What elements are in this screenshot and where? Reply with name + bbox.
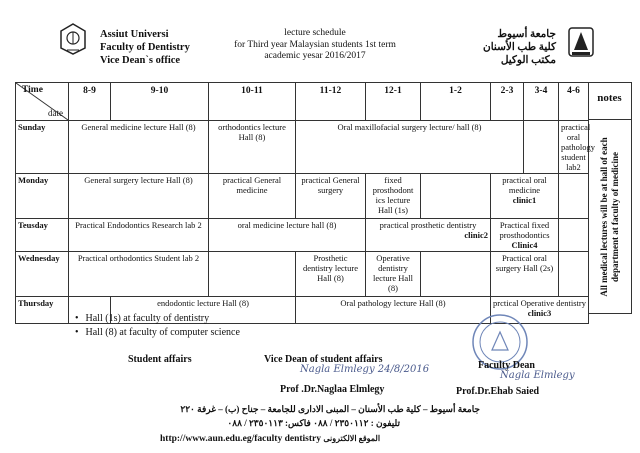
- faculty-logo-icon: [566, 24, 596, 60]
- schedule-cell: orthodontics lecture Hall (8): [209, 121, 296, 174]
- vice-dean-title: Vice Dean of student affairs: [264, 354, 383, 365]
- footer-phone: تليفون : ٢٣٥٠١١٢ / ٠٨٨ فاكس: ٢٣٥٠١١٣ / ٠٨٨: [227, 418, 400, 428]
- schedule-cell-empty: [559, 219, 589, 252]
- table-row-sunday: [16, 121, 589, 174]
- student-affairs-label: Student affairs: [128, 354, 192, 365]
- organization-name-ar: جامعة أسيوط كلية طب الأسنان مكتب الوكيل: [483, 29, 556, 66]
- website-label: الموقع الالكترونى: [323, 434, 381, 443]
- day-label: Wednesday: [16, 252, 69, 297]
- handwritten-signature-right: Nagla Elmlegy: [500, 370, 575, 381]
- table-row-monday: [16, 174, 589, 219]
- day-label: Teusday: [16, 219, 69, 252]
- schedule-cell: prctical Operative dentistry clinic3: [491, 297, 589, 324]
- hall-notes-list: [75, 312, 240, 340]
- notes-text: All medical lectures will be at hall of each department at faculty of medicine: [598, 136, 620, 297]
- schedule-cell: fixed prosthodont ics lecture Hall (1s): [366, 174, 421, 219]
- schedule-cell: Prosthetic dentistry lecture Hall (8): [296, 252, 366, 297]
- schedule-cell: Oral maxillofacial surgery lecture/ hall (8): [296, 121, 524, 174]
- schedule-table: [15, 82, 595, 324]
- schedule-cell: Oral pathology lecture Hall (8): [296, 297, 491, 324]
- day-label: Sunday: [16, 121, 69, 174]
- organization-name-en: Assiut Universi Faculty of Dentistry Vice Dean`s office: [100, 29, 190, 66]
- table-row-tuesday: [16, 219, 589, 252]
- date-label: date: [48, 108, 63, 118]
- time-slot: 3-4: [524, 83, 559, 121]
- table-row-wednesday: [16, 252, 589, 297]
- list-item: • Hall (1s) at faculty of dentistry: [75, 312, 240, 326]
- document-header: [0, 0, 640, 80]
- time-label: Time: [22, 85, 43, 95]
- schedule-cell: General medicine lecture Hall (8): [69, 121, 209, 174]
- schedule-cell: Practical fixed prosthodontics Clinic4: [491, 219, 559, 252]
- time-slot: 1-2: [421, 83, 491, 121]
- footer-website: [160, 434, 380, 444]
- website-url[interactable]: http://www.aun.edu.eg/faculty dentistry: [160, 434, 321, 444]
- schedule-cell: practical oral medicine clinic1: [491, 174, 559, 219]
- faculty-dean-title: Faculty Dean: [478, 360, 535, 371]
- schedule-cell: practical General surgery: [296, 174, 366, 219]
- schedule-cell-empty: [524, 121, 559, 174]
- faculty-dean-name: Prof.Dr.Ehab Saied: [456, 386, 540, 397]
- time-date-corner: [16, 83, 69, 121]
- schedule-cell: Practical orthodontics Student lab 2: [69, 252, 209, 297]
- schedule-cell-empty: [559, 252, 589, 297]
- schedule-cell: practical oral pathology student lab2: [559, 121, 589, 174]
- schedule-cell: Practical Endodontics Research lab 2: [69, 219, 209, 252]
- schedule-cell: Operative dentistry lecture Hall (8): [366, 252, 421, 297]
- time-slot: 12-1: [366, 83, 421, 121]
- university-logo-icon: [58, 22, 88, 56]
- schedule-cell: practical prosthetic dentistry clinic2: [366, 219, 491, 252]
- time-slot: 4-6: [559, 83, 589, 121]
- time-slot: 11-12: [296, 83, 366, 121]
- vice-dean-name: Prof .Dr.Naglaa Elmlegy: [280, 384, 385, 395]
- schedule-cell-empty: [421, 174, 491, 219]
- handwritten-signature-left: Nagla Elmlegy 24/8/2016: [300, 364, 430, 375]
- time-slot: 9-10: [111, 83, 209, 121]
- schedule-cell: General surgery lecture Hall (8): [69, 174, 209, 219]
- notes-header: notes: [588, 82, 632, 120]
- time-slot: 2-3: [491, 83, 524, 121]
- time-slot: 10-11: [209, 83, 296, 121]
- day-label: Monday: [16, 174, 69, 219]
- schedule-cell: oral medicine lecture hall (8): [209, 219, 366, 252]
- notes-column: [588, 119, 632, 314]
- list-item: • Hall (8) at faculty of computer science: [75, 326, 240, 340]
- day-label: Thursday: [16, 297, 69, 324]
- schedule-cell: Practical oral surgery Hall (2s): [491, 252, 559, 297]
- schedule-cell-empty: [559, 174, 589, 219]
- schedule-cell: endodontic lecture Hall (8): [111, 297, 296, 324]
- document-title: lecture schedule for Third year Malaysian students 1st term academic yesar 2016/2017: [234, 28, 396, 61]
- time-header-row: [16, 83, 589, 121]
- footer-address: جامعة أسيوط – كلية طب الأسنان – المبنى الادارى للجامعة – جناح (ب) – غرفة ٢٢٠: [180, 404, 480, 414]
- schedule-cell: practical General medicine: [209, 174, 296, 219]
- schedule-cell-empty: [209, 252, 296, 297]
- schedule-cell-empty: [421, 252, 491, 297]
- time-slot: 8-9: [69, 83, 111, 121]
